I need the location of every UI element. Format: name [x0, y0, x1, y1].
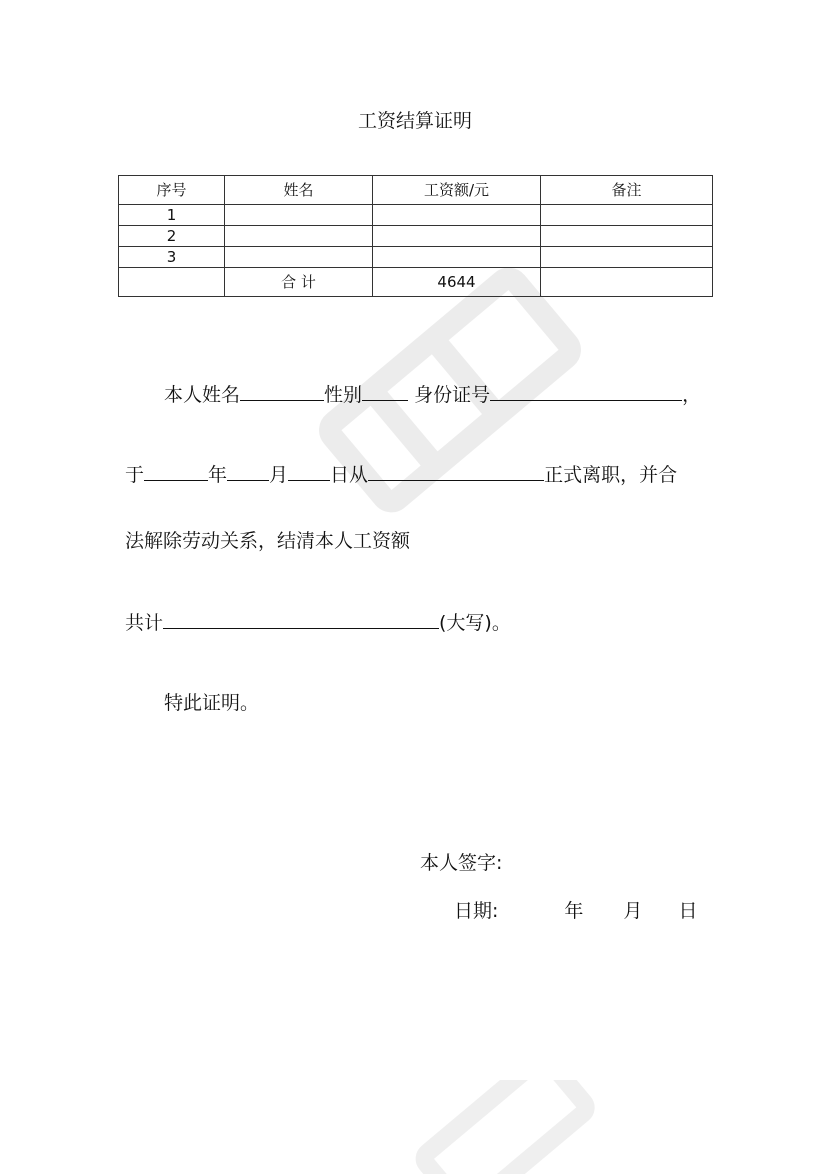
cell-note — [541, 226, 713, 247]
cell-name — [225, 226, 373, 247]
cell-serial: 3 — [119, 247, 225, 268]
table-row — [119, 247, 713, 268]
cell-serial: 1 — [119, 205, 225, 226]
name-blank[interactable] — [240, 382, 324, 401]
id-label: 身份证号 — [414, 384, 491, 406]
table-total-row — [119, 268, 713, 297]
statement-line-4 — [125, 608, 511, 635]
date-line — [454, 896, 697, 923]
statement-line-2 — [125, 460, 677, 487]
sign-month-label: 月 — [623, 900, 643, 922]
year-blank[interactable] — [144, 462, 208, 481]
signature-label: 本人签字: — [420, 852, 503, 874]
cell-note — [541, 247, 713, 268]
total-label: 合 计 — [225, 268, 373, 297]
cell-amount — [373, 247, 541, 268]
date-prefix: 于 — [125, 464, 145, 486]
sign-year-label: 年 — [564, 900, 584, 922]
month-blank[interactable] — [227, 462, 269, 481]
year-label: 年 — [208, 464, 228, 486]
cell-name — [225, 247, 373, 268]
resign-text: 正式离职，并合 — [544, 464, 678, 486]
cell-amount — [373, 205, 541, 226]
table-row — [119, 205, 713, 226]
uppercase-note: (大写)。 — [439, 612, 511, 634]
total-value: 4644 — [373, 268, 541, 297]
cell-note — [541, 205, 713, 226]
day-from-label: 日从 — [330, 464, 369, 486]
amount-uppercase-blank[interactable] — [163, 610, 439, 629]
month-label: 月 — [269, 464, 289, 486]
header-note: 备注 — [541, 176, 713, 205]
name-label: 本人姓名 — [164, 384, 241, 406]
document-title: 工资结算证明 — [357, 110, 472, 132]
statement-line-3: 法解除劳动关系，结清本人工资额 — [125, 530, 411, 552]
sign-day-label: 日 — [678, 900, 698, 922]
statement-line-1 — [164, 380, 701, 407]
total-empty-cell — [119, 268, 225, 297]
cell-serial: 2 — [119, 226, 225, 247]
total-note-cell — [541, 268, 713, 297]
salary-table — [118, 175, 713, 297]
gender-label: 性别 — [324, 384, 363, 406]
header-amount: 工资额/元 — [373, 176, 541, 205]
day-blank[interactable] — [288, 462, 330, 481]
table-header-row — [119, 176, 713, 205]
total-prefix: 共计 — [125, 612, 164, 634]
watermark-logo-bottom — [400, 1080, 600, 1174]
header-name: 姓名 — [225, 176, 373, 205]
cell-amount — [373, 226, 541, 247]
table-row — [119, 226, 713, 247]
company-blank[interactable] — [368, 462, 544, 481]
comma: ， — [682, 384, 702, 406]
gender-blank[interactable] — [362, 382, 408, 401]
id-blank[interactable] — [490, 382, 682, 401]
date-label: 日期: — [454, 900, 499, 922]
statement-line-5: 特此证明。 — [164, 692, 260, 714]
cell-name — [225, 205, 373, 226]
header-serial: 序号 — [119, 176, 225, 205]
